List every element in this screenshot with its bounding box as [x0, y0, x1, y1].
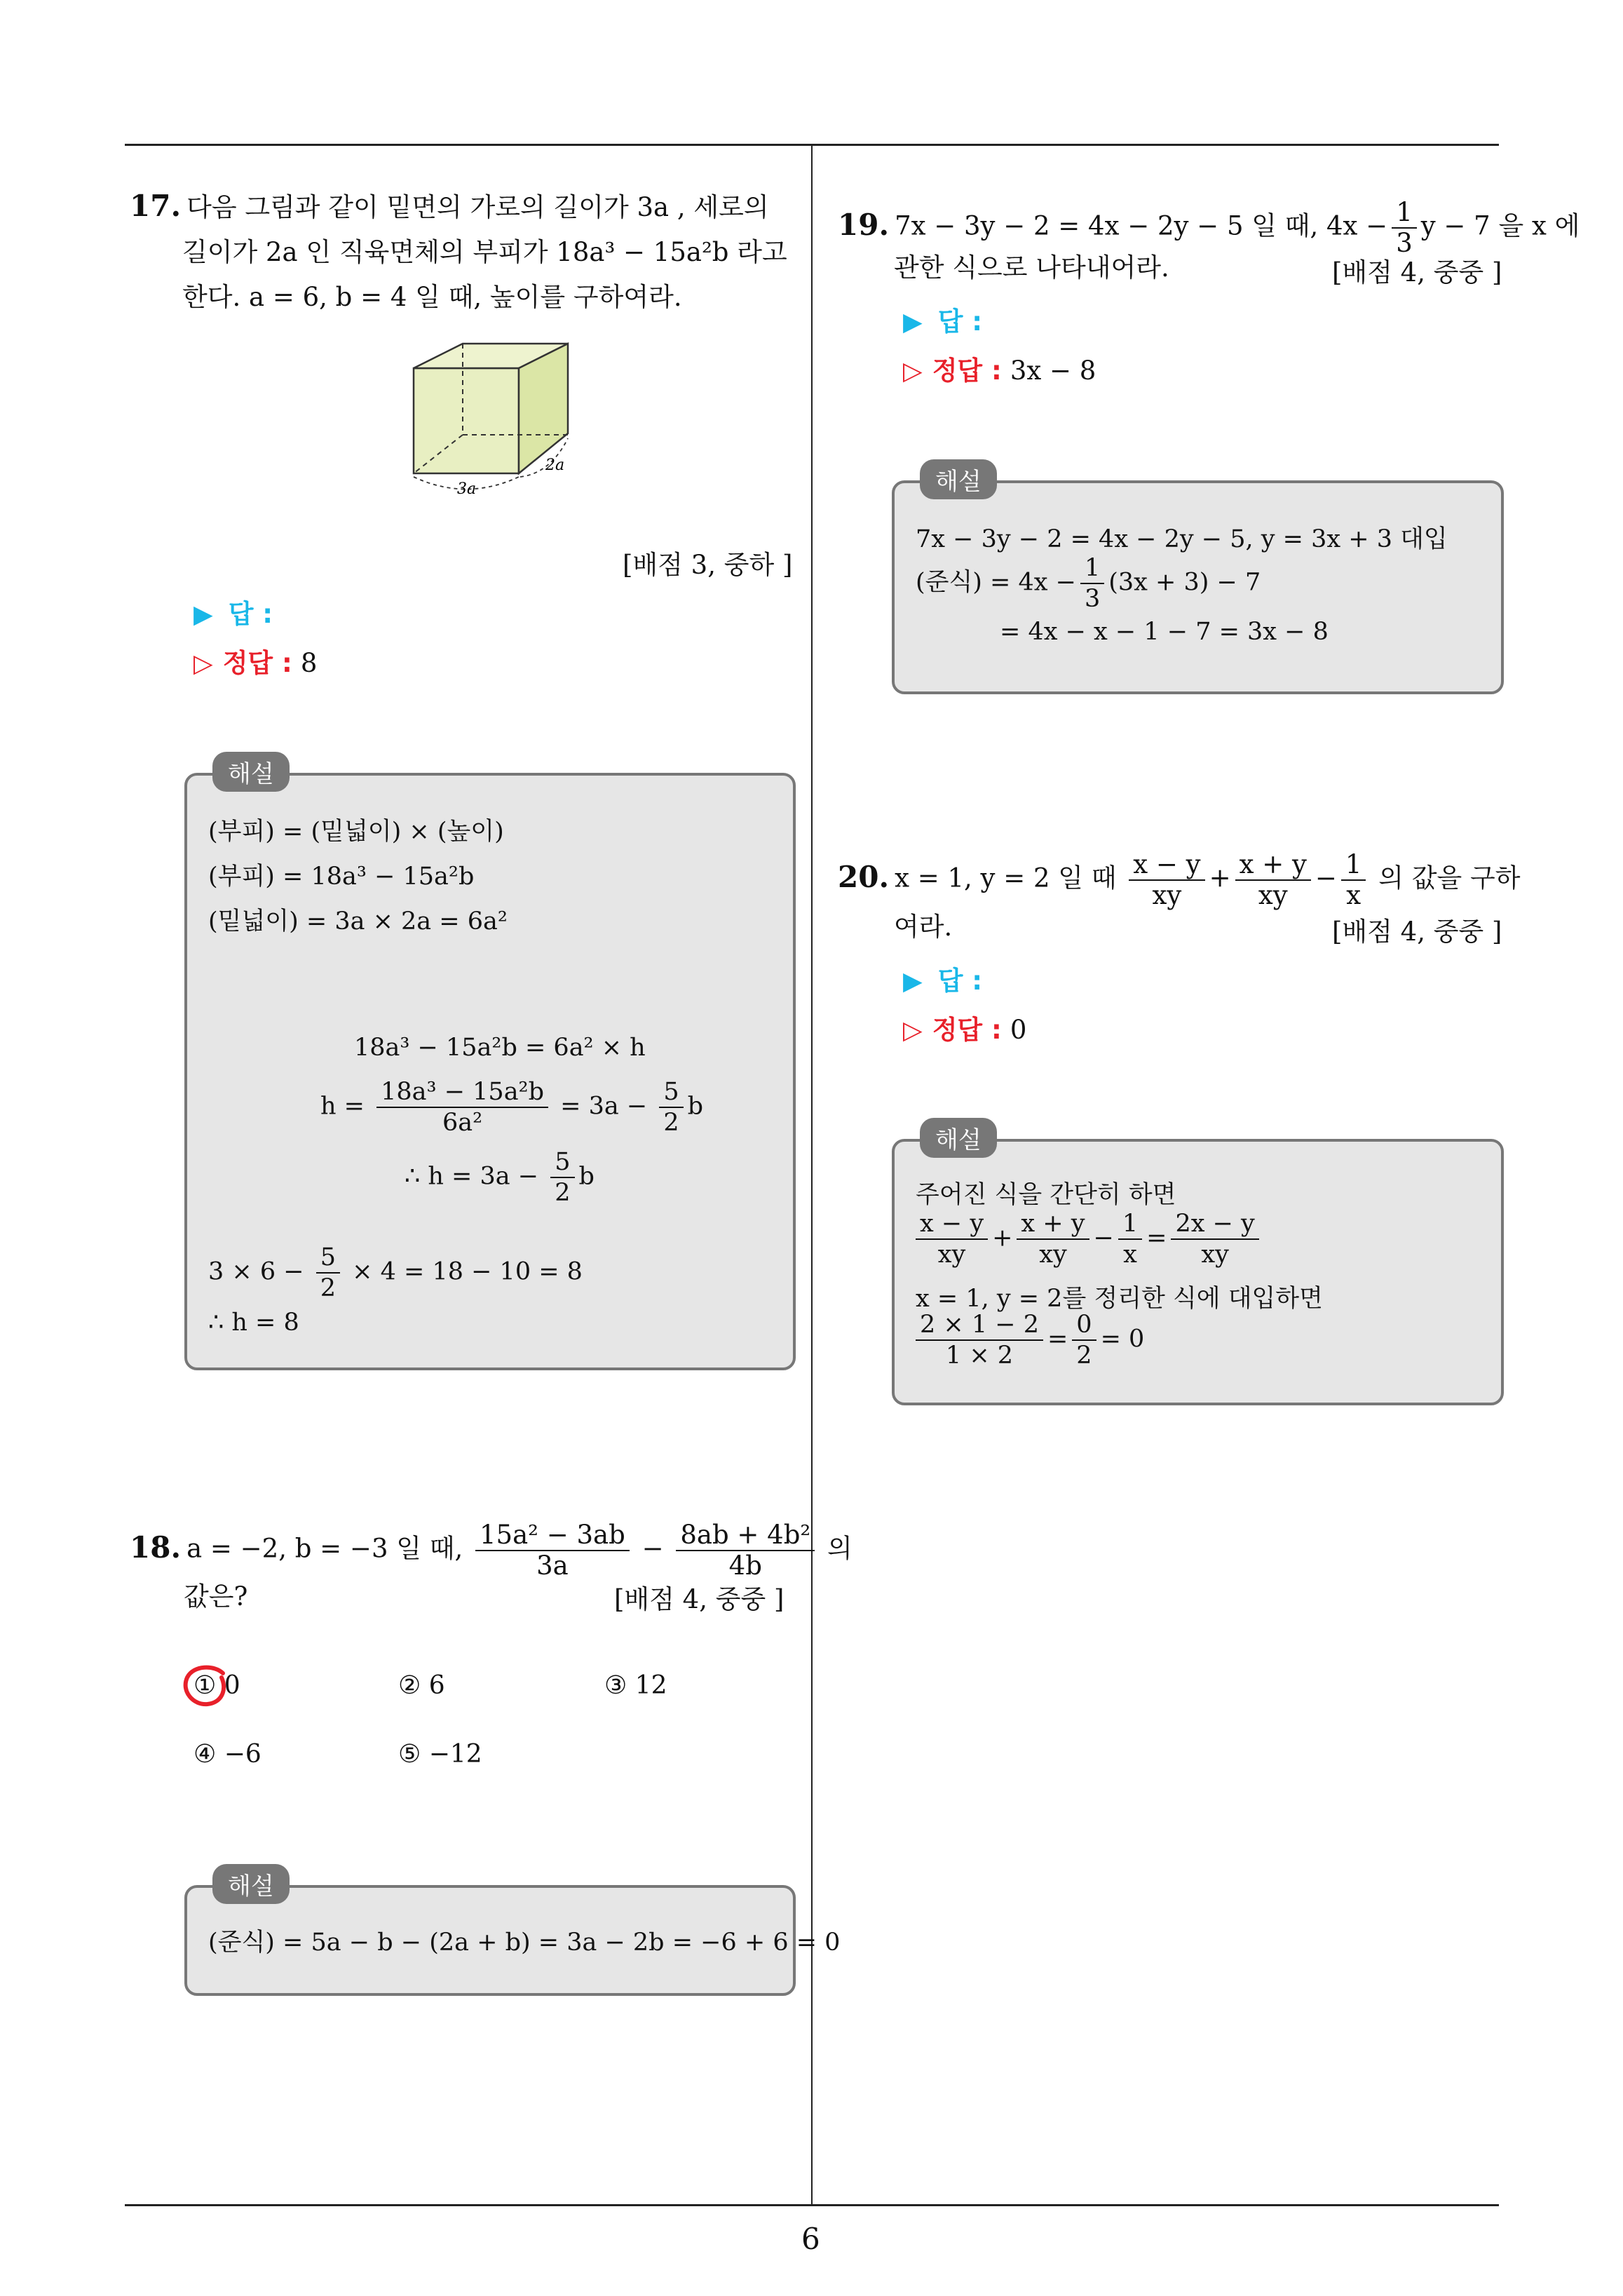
math-text: × 4 = 18 − 10 = 8 [352, 1257, 583, 1286]
denominator: 4b [728, 1551, 762, 1581]
solution-tag: 해설 [212, 752, 290, 792]
question-text-line: 값은? [184, 1581, 248, 1612]
fraction [916, 1209, 988, 1269]
play-icon: ▶ [903, 308, 923, 337]
question-text-line: 관한 식으로 나타내어라. [894, 252, 1169, 283]
column-divider [811, 144, 813, 2206]
solution-line: 7x − 3y − 2 = 4x − 2y − 5, y = 3x + 3 대입 [916, 525, 1448, 553]
math-text: + [992, 1224, 1013, 1252]
denominator: xy [1152, 880, 1182, 910]
numerator: 5 [659, 1077, 683, 1108]
numerator: 5 [550, 1147, 574, 1178]
fraction [1017, 1209, 1089, 1269]
figure-label-depth: 2a [545, 457, 565, 474]
solution-box [892, 468, 1504, 694]
solution-line: 주어진 식을 간단히 하면 [916, 1181, 1176, 1209]
denominator: 2 [320, 1274, 336, 1302]
denominator: 3a [536, 1551, 569, 1581]
question-20 [838, 849, 1521, 910]
question-text-line: 다음 그림과 같이 밑면의 가로의 길이가 3a , 세로의 [186, 192, 769, 222]
answer-label: 답 : [937, 306, 983, 337]
fraction [376, 1077, 548, 1137]
answer-row [903, 959, 982, 997]
math-text: = [1146, 1224, 1167, 1252]
denominator: xy [1201, 1241, 1229, 1269]
answer-row [193, 593, 273, 630]
numerator: 2x − y [1171, 1209, 1258, 1240]
math-text: − [1315, 863, 1337, 893]
outline-triangle-icon: ▷ [193, 649, 213, 678]
question-meta: [배점 4, 중중 ] [1332, 917, 1502, 947]
denominator: xy [937, 1241, 966, 1269]
denominator: 6a² [442, 1109, 483, 1137]
math-text: (준식) = 4x − [916, 568, 1076, 597]
solution-line [320, 1077, 703, 1137]
outline-triangle-icon: ▷ [903, 1016, 923, 1045]
solution-line [911, 1209, 1263, 1269]
play-icon: ▶ [903, 967, 923, 996]
correct-answer-value: 3x − 8 [1010, 356, 1096, 386]
question-number: 18. [130, 1529, 182, 1565]
solution-line [208, 1243, 583, 1303]
answer-label: 답 : [228, 599, 273, 629]
solution-line [911, 1310, 1144, 1370]
solution-tag: 해설 [920, 1118, 997, 1158]
choice-4[interactable]: ④ −6 [193, 1740, 262, 1769]
solution-box [184, 1872, 841, 1996]
solution-tag: 해설 [212, 1864, 290, 1904]
fraction [659, 1077, 683, 1137]
math-text: h = [320, 1092, 365, 1121]
numerator: 2 × 1 − 2 [916, 1310, 1043, 1341]
math-text: + [1209, 863, 1231, 893]
numerator: 1 [1118, 1209, 1142, 1240]
numerator: 8ab + 4b² [676, 1520, 815, 1551]
solution-line: (부피) = 18a³ − 15a²b [208, 863, 475, 891]
correct-answer-label: 정답 : [932, 356, 1002, 386]
denominator: 3 [1084, 585, 1101, 613]
numerator: x − y [916, 1209, 988, 1240]
math-text: 의 값을 구하 [1378, 863, 1521, 893]
denominator: x [1346, 880, 1361, 910]
fraction [1072, 1310, 1096, 1370]
question-number: 17. [130, 189, 182, 223]
question-meta: [배점 4, 중중 ] [614, 1584, 785, 1614]
fraction [1235, 850, 1311, 910]
fraction [1392, 198, 1417, 258]
answer-row [903, 300, 982, 338]
denominator: 3 [1396, 228, 1413, 258]
denominator: xy [1039, 1241, 1067, 1269]
solution-tag: 해설 [920, 459, 997, 499]
solution-line [405, 1147, 595, 1208]
choice-3[interactable]: ③ 12 [604, 1671, 667, 1700]
answer-label: 답 : [937, 966, 983, 996]
correct-answer-value: 0 [1010, 1015, 1027, 1045]
fraction [550, 1147, 574, 1208]
bottom-rule [125, 2204, 1499, 2206]
math-text: 7x − 3y − 2 = 4x − 2y − 5 일 때, 4x − [895, 210, 1388, 241]
question-text-line: 길이가 2a 인 직육면체의 부피가 18a³ − 15a²b 라고 [182, 237, 787, 267]
solution-line: 18a³ − 15a²b = 6a² × h [354, 1034, 646, 1062]
question-text-line: 여라. [894, 912, 953, 942]
math-text: 3 × 6 − [208, 1257, 304, 1286]
numerator: 1 [1341, 850, 1366, 881]
denominator: 2 [663, 1109, 679, 1137]
fraction [475, 1520, 630, 1581]
math-text: b [687, 1092, 704, 1121]
cuboid-figure [400, 337, 589, 498]
numerator: 1 [1392, 198, 1417, 229]
figure-label-width: 3a [457, 480, 477, 498]
choice-1[interactable]: ① 0 [193, 1671, 240, 1700]
math-text: y − 7 을 x 에 [1420, 210, 1580, 241]
math-text: b [578, 1162, 595, 1191]
fraction [316, 1243, 340, 1303]
outline-triangle-icon: ▷ [903, 357, 923, 386]
solution-line: (부피) = (밑넓이) × (높이) [208, 818, 504, 846]
fraction [1129, 850, 1204, 910]
solution-line [916, 553, 1261, 614]
denominator: 1 × 2 [945, 1342, 1014, 1370]
fraction [1080, 553, 1104, 614]
math-text: = 3a − [560, 1092, 648, 1121]
solution-line: ∴ h = 8 [208, 1309, 299, 1337]
numerator: 15a² − 3ab [475, 1520, 630, 1551]
math-text: − [641, 1533, 664, 1564]
choice-5[interactable]: ⑤ −12 [398, 1740, 482, 1769]
fraction [676, 1520, 815, 1581]
correct-answer-value: 8 [300, 648, 318, 678]
math-text: = 0 [1100, 1325, 1145, 1353]
correct-answer-label: 정답 : [932, 1015, 1002, 1045]
denominator: x [1123, 1241, 1137, 1269]
correct-answer-row [193, 642, 317, 680]
numerator: x + y [1235, 850, 1311, 881]
denominator: 2 [555, 1179, 571, 1207]
fraction [1118, 1209, 1142, 1269]
numerator: 5 [316, 1243, 340, 1274]
math-text: (3x + 3) − 7 [1108, 568, 1261, 597]
correct-answer-row [903, 1008, 1026, 1046]
solution-box [184, 760, 796, 1370]
numerator: x − y [1129, 850, 1204, 881]
fraction [916, 1310, 1043, 1370]
question-meta: [배점 4, 중중 ] [1332, 257, 1502, 288]
question-17 [130, 184, 803, 320]
denominator: xy [1258, 880, 1288, 910]
solution-line: = 4x − x − 1 − 7 = 3x − 8 [1000, 618, 1329, 646]
denominator: 2 [1076, 1342, 1092, 1370]
solution-box [892, 1126, 1504, 1405]
numerator: 1 [1080, 553, 1104, 584]
numerator: 0 [1072, 1310, 1096, 1341]
math-text: 의 [827, 1533, 853, 1564]
solution-line: x = 1, y = 2를 정리한 식에 대입하면 [916, 1285, 1323, 1313]
question-number: 19. [838, 207, 890, 242]
fraction [1171, 1209, 1258, 1269]
numerator: x + y [1017, 1209, 1089, 1240]
question-18 [130, 1520, 853, 1581]
math-text: ∴ h = 3a − [405, 1162, 539, 1191]
correct-answer-label: 정답 : [222, 648, 292, 678]
page-number: 6 [801, 2222, 820, 2256]
math-text: x = 1, y = 2 일 때 [895, 863, 1117, 893]
math-text: a = −2, b = −3 일 때, [186, 1533, 463, 1564]
math-text: − [1093, 1224, 1114, 1252]
question-meta: [배점 3, 중하 ] [623, 550, 793, 580]
solution-line: (준식) = 5a − b − (2a + b) = 3a − 2b = −6 + 6 = 0 [208, 1929, 841, 1957]
correct-answer-row [903, 349, 1096, 387]
fraction [1341, 850, 1366, 910]
play-icon: ▶ [193, 600, 213, 629]
choice-2[interactable]: ② 6 [398, 1671, 445, 1700]
question-text-line: 한다. a = 6, b = 4 일 때, 높이를 구하여라. [182, 282, 682, 312]
math-text: = [1047, 1325, 1068, 1353]
question-number: 20. [838, 859, 890, 894]
numerator: 18a³ − 15a²b [376, 1077, 548, 1108]
solution-line: (밑넓이) = 3a × 2a = 6a² [208, 907, 508, 936]
